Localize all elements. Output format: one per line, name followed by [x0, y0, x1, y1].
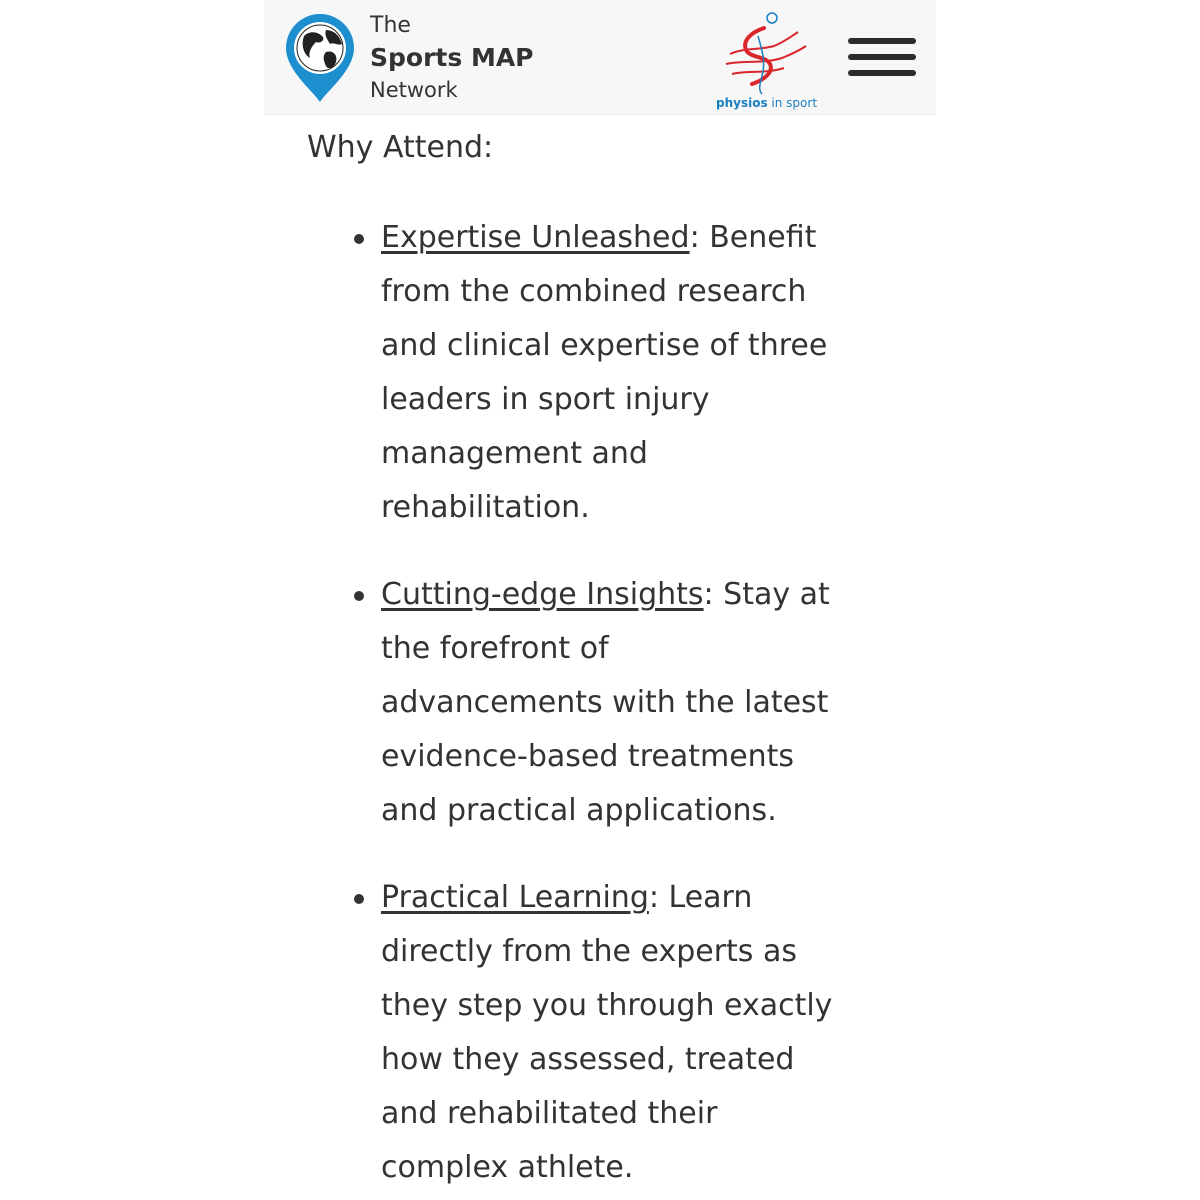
- list-item: [381, 871, 941, 1195]
- menu-bar-bottom: [848, 70, 916, 76]
- brand-line-1: The: [370, 13, 411, 38]
- list-item-line: directly from the experts as: [381, 934, 797, 969]
- list-item-line: and clinical expertise of three: [381, 328, 828, 363]
- section-heading: Why Attend:: [307, 130, 494, 165]
- brand-line-3: Network: [370, 78, 458, 102]
- term-link[interactable]: Practical Learning: [381, 880, 649, 915]
- list-item-line: they step you through exactly: [381, 988, 833, 1023]
- menu-bar-top: [848, 38, 916, 44]
- partner-logo-text: [716, 96, 817, 110]
- list-item-line: and rehabilitated their: [381, 1096, 718, 1131]
- menu-bar-middle: [848, 54, 916, 60]
- bullet-icon: [354, 234, 364, 244]
- brand-line-2: Sports MAP: [370, 43, 534, 72]
- list-item-line: from the combined research: [381, 274, 807, 309]
- list-item-line: and practical applications.: [381, 793, 777, 828]
- list-item-lead: : Benefit: [689, 220, 817, 255]
- list-item: [381, 211, 941, 535]
- list-item-line: rehabilitation.: [381, 490, 590, 525]
- hamburger-menu-icon[interactable]: [848, 36, 916, 80]
- list-item-first-line: [381, 568, 941, 622]
- list-item-line: how they assessed, treated: [381, 1042, 795, 1077]
- site-header: [264, 0, 936, 115]
- list-item-lead: : Learn: [648, 880, 753, 915]
- list-item-line: management and: [381, 436, 648, 471]
- brand-name[interactable]: [370, 10, 534, 106]
- globe-pin-logo-icon[interactable]: [282, 12, 358, 104]
- list-item-line: the forefront of: [381, 631, 609, 666]
- list-item-line: complex athlete.: [381, 1150, 634, 1185]
- term-link[interactable]: Cutting-edge Insights: [381, 577, 704, 612]
- list-item: [381, 568, 941, 838]
- partner-text-regular: in sport: [767, 96, 818, 110]
- list-item-line: evidence-based treatments: [381, 739, 795, 774]
- bullet-icon: [354, 591, 364, 601]
- bullet-icon: [354, 894, 364, 904]
- list-item-line: leaders in sport injury: [381, 382, 710, 417]
- partner-text-bold: physios: [716, 96, 768, 110]
- list-item-first-line: [381, 871, 941, 925]
- list-item-line: advancements with the latest: [381, 685, 829, 720]
- list-item-lead: : Stay at: [703, 577, 830, 612]
- term-link[interactable]: Expertise Unleashed: [381, 220, 690, 255]
- list-item-first-line: [381, 211, 941, 265]
